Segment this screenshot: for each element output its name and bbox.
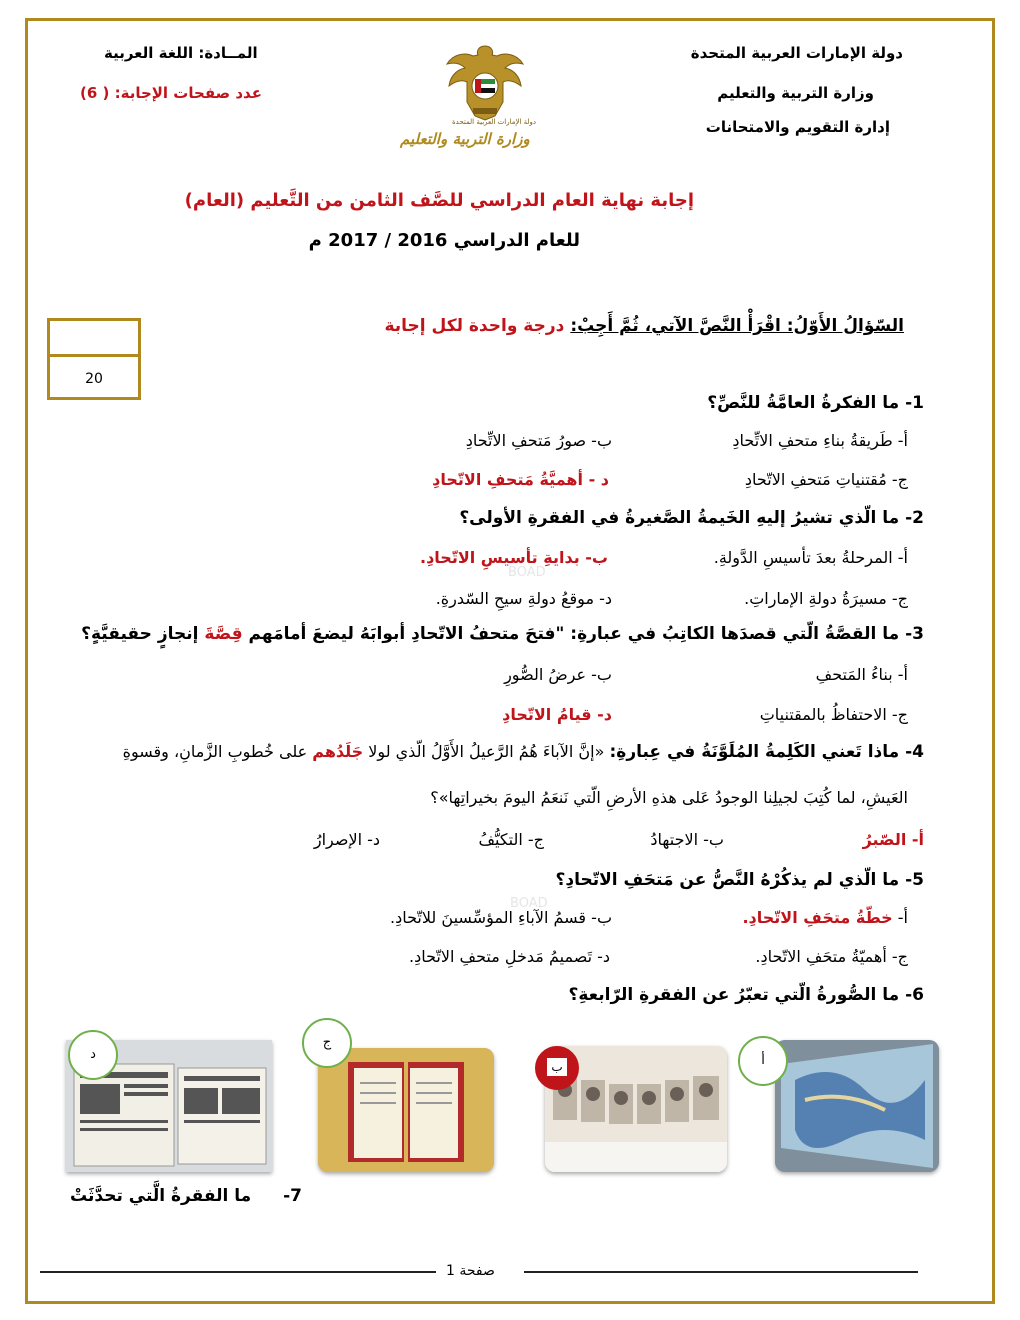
q4-highlighted-word: جَلَدُهم [312,742,364,761]
q4-option-c: ج- التكيُّفُ [478,830,544,849]
watermark-2: BOAD [510,896,548,911]
q5-option-d: د- تَصميمُ مَدخلِ متحفِ الاتّحادِ. [409,947,610,966]
watermark-1: BOAD [508,565,546,580]
section-heading [384,316,904,336]
q2-option-c: ج- مسيرَةُ دولةِ الإماراتِ. [744,589,908,608]
q3-text-end: إنجازٍ حقيقيَّةٍ؟ [81,624,205,644]
score-earned-cell [50,321,138,357]
q1-option-c: ج- مُقتنياتِ مَتحفِ الاتّحادِ [744,470,908,489]
section-instruction: السّؤالُ الأَوّلُ: اقْرَأْ النَّصَّ الآتي، ثُمَّ أَجِبْ: [570,316,904,336]
score-box [47,318,141,400]
q3-option-a: أ- بناءُ المَتحفِ [815,665,908,684]
q4-quote-line-2: العَيشِ، لما كُتِبَ لجيلِنا الوجودُ عَلى هذهِ الأرضِ الّتي نَنعَمُ اليومَ بخيراتِها»؟ [430,788,908,807]
footer-line-left [40,1271,436,1273]
q3-text-start: 3- ما القصَّةُ الّتي قصدَها الكاتِبُ في عبارةِ: "فتحَ متحفُ الاتّحادِ أبوابَهُ ليضعَ أمامَهم [242,624,924,644]
q4-option-a-answer: أ- الصّبرُ [862,830,924,849]
question-7-number: 7- [283,1186,302,1206]
q5-option-b: ب- قسمُ الآباءِ المؤسِّسينَ للاتّحادِ. [390,908,612,927]
image-badge-d: د [68,1030,118,1080]
department-name: إدارة التقويم والامتحانات [705,118,890,136]
question-2: 2- ما الّذي تشيرُ إليهِ الخَيمةُ الصَّغيرةُ في الفقرةِ الأولى؟ [459,508,924,528]
question-3 [81,624,924,644]
q4-question-text: 4- ماذا تَعني الكَلِمةُ المُلَوَّنَةُ في عِبارةِ: [609,742,924,762]
image-badge-b-label: ب [547,1058,567,1076]
page-number: صفحة 1 [446,1263,495,1279]
q5-option-c: ج- أهميّةُ متحَفِ الاتّحادِ. [755,947,908,966]
image-union-declaration [318,1048,494,1172]
q3-option-b: ب- عرضُ الصُّورِ [504,665,612,684]
ministry-name: وزارة التربية والتعليم [717,84,874,102]
q1-option-d-answer: د - أهميَّةُ مَتحفِ الاتّحادِ [432,470,609,489]
answer-pages-count: عدد صفحات الإجابة: ( 6) [80,84,262,102]
q4-option-d: د- الإصرارُ [313,830,380,849]
q4-option-b: ب- الاجتهادُ [650,830,724,849]
q3-option-d-answer: د- قيامُ الاتّحادِ [502,705,612,724]
q2-option-a: أ- المرحلةُ بعدَ تأسيسِ الدَّولةِ. [713,548,908,567]
image-museum-mural [775,1040,939,1172]
country-name: دولة الإمارات العربية المتحدة [690,44,903,62]
q2-option-b-answer: ب- بدايةِ تأسيسِ الاتّحادِ. [419,548,608,567]
question-6: 6- ما الصُّورةُ الّتي تعبّرُ عن الفقرةِ الرّابعةِ؟ [568,985,924,1005]
uae-emblem-icon [445,42,525,124]
q1-option-b: ب- صورُ مَتحفِ الاتِّحادِ [465,431,612,450]
q5-option-a-answer: خطّةُ متحَفِ الاتّحادِ. [742,908,893,927]
academic-year: للعام الدراسي 2016 / 2017 م [308,230,580,251]
document-title: إجابة نهاية العام الدراسي للصَّف الثامن من التَّعليم (العام) [184,190,694,211]
q3-option-c: ج- الاحتفاظُ بالمقتنياتِ [759,705,908,724]
q2-option-d: د- موقعُ دولةِ سيحِ السّدرةِ. [435,589,612,608]
image-badge-b-answer [535,1046,579,1090]
footer-line-right [524,1271,918,1273]
q3-highlighted-word: قِصَّةَ [204,624,243,644]
image-badge-c: ج [302,1018,352,1068]
emblem-caption: دولة الإمارات العربية المتحدة [452,118,537,126]
question-5: 5- ما الّذي لم يذكُرْهُ النَّصُّ عن مَتحَفِ الاتّحادِ؟ [555,870,924,890]
q4-quote-end: على خُطوبِ الزَّمانِ، وقسوةِ [122,742,313,761]
question-1: 1- ما الفكرةُ العامَّةُ للنَّصِّ؟ [707,393,924,413]
subject-label: المــادة: اللغة العربية [104,44,258,62]
q5-option-a-label: أ- [897,908,908,927]
question-7: ما الفقرةُ الَّتي تحدَّثَتْ [70,1186,252,1206]
ministry-logo: وزارة التربية والتعليم [400,130,530,148]
question-4 [123,742,924,762]
image-badge-a: أ [738,1036,788,1086]
q4-quote-start: «إنَّ الآباءَ هُمُ الرَّعيلُ الأَوَّلُ الّذي لولا [363,742,605,761]
score-total: 20 [85,371,103,387]
grading-note: درجة واحدة لكل إجابة [384,316,565,336]
q1-option-a: أ- طَريقةُ بناءِ متحفِ الاتِّحادِ [732,431,908,450]
q5-option-a [742,908,908,927]
